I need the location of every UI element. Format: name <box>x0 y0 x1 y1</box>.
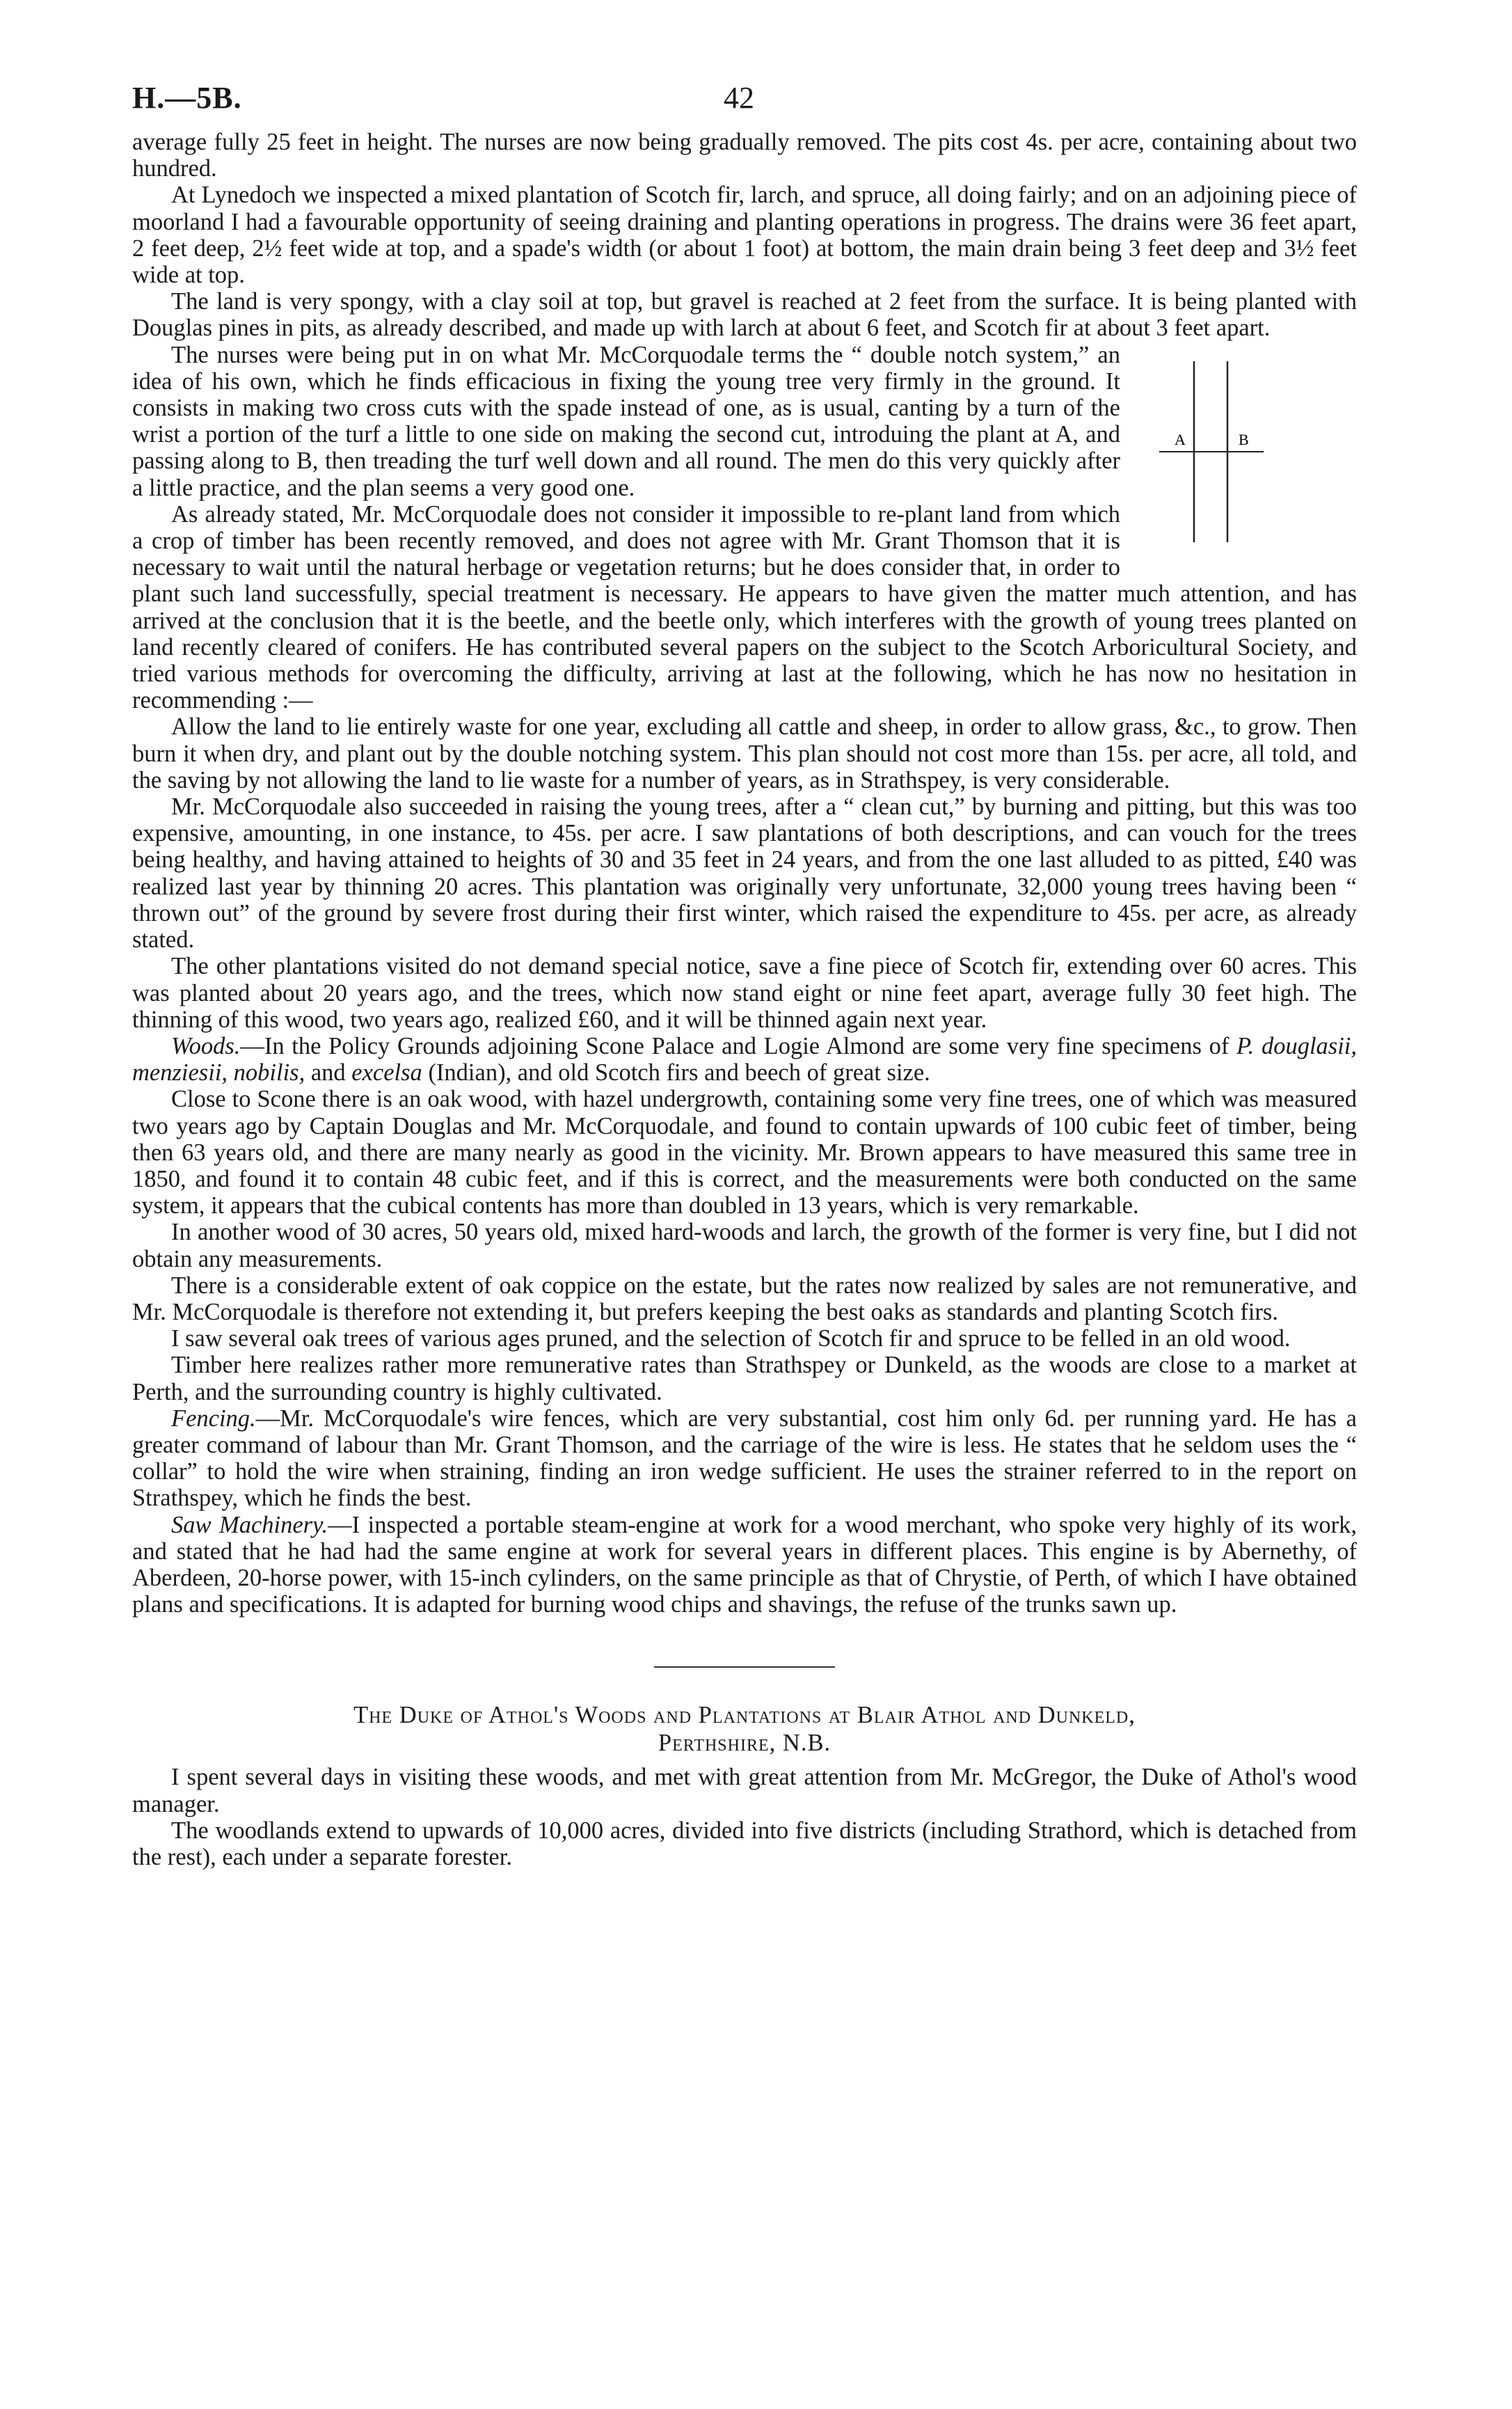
paragraph: At Lynedoch we inspected a mixed plantation of Scotch fir, larch, and spruce, all doing fairly; and on an adjoining piece of moorland I had a favourable opportunity of seeing draining and planting operations in progress. The drains were 36 feet apart, 2 feet deep, 2½ feet wide at top, and a spade's width (or about 1 foot) at bottom, the main drain being 3 feet deep and 3½ feet wide at top. <box>132 182 1357 289</box>
paragraph-text: (Indian), and old Scotch firs and beech of great size. <box>422 1059 930 1087</box>
section-title <box>132 1701 1357 1757</box>
paragraph-text: —I inspected a portable steam-engine at work for a wood merchant, who spoke very highly of its work, and stated that he had had the same engine at work for several years in different places. This engine is by Abernethy, of Aberdeen, 20-horse power, with 15-inch cylinders, on the same principle as that of Chrystie, of Perth, of which I have obtained plans and specifications. It is adapted for burning wood chips and shavings, the refuse of the trunks sawn up. <box>132 1511 1358 1618</box>
page-number: 42 <box>724 81 754 115</box>
paragraph: I saw several oak trees of various ages pruned, and the selection of Scotch fir and spruce to be felled in an old wood. <box>171 1325 1291 1352</box>
label-a: A <box>1175 430 1186 448</box>
paragraph: average fully 25 feet in height. The nurses are now being gradually removed. The pits cost 4s. per acre, containing about two hundred. <box>132 129 1357 182</box>
paragraph: Timber here realizes rather more remunerative rates than Strathspey or Dunkeld, as the woods are close to a market at Perth, and the surrounding country is highly cultivated. <box>132 1352 1357 1405</box>
paragraph: In another wood of 30 acres, 50 years old, mixed hard-woods and larch, the growth of the former is very fine, but I did not obtain any measurements. <box>132 1219 1357 1272</box>
paragraph: As already stated, Mr. McCorquodale does not consider it impossible to re-plant land from which a crop of timber has been recently removed, and does not agree with Mr. Grant Thomson that it is necessary to wait until the natural herbage or vegetation returns; but he does consider that, in order to plant such land successfully, special treatment is necessary. He appears to have given the matter much attention, and has arrived at the conclusion that it is the beetle, and the beetle only, which interferes with the growth of young trees planted on land recently cleared of conifers. He has contributed several papers on the subject to the Scotch Arboricultural Society, and tried various methods for overcoming the difficulty, arriving at last at the following, which he has now no hesitation in recommending :— <box>132 500 1357 714</box>
paragraph-text: —Mr. McCorquodale's wire fences, which are very substantial, cost him only 6d. per running yard. He has a greater command of labour than Mr. Grant Thomson, and the carriage of the wire is less. He states that he seldom uses the “ collar” to hold the wire when straining, finding an iron wedge sufficient. He uses the strainer referred to in the report on Strathspey, which he finds the best. <box>132 1405 1357 1512</box>
paragraph-text: —In the Policy Grounds adjoining Scone Palace and Logie Almond are some very fine specimens of <box>240 1032 1237 1059</box>
paragraph-fencing <box>132 1405 1357 1512</box>
page-header <box>132 80 1357 129</box>
section-divider <box>654 1666 835 1668</box>
paragraph: The other plantations visited do not demand special notice, save a fine piece of Scotch fir, extending over 60 acres. This was planted about 20 years ago, and the trees, which now stand eight or nine feet apart, average fully 30 feet high. The thinning of this wood, two years ago, realized £60, and it will be thinned again next year. <box>132 953 1357 1033</box>
paragraph-text: and <box>305 1059 352 1087</box>
species-excelsa: excelsa <box>351 1059 422 1087</box>
double-notch-diagram <box>1141 347 1357 556</box>
label-b: B <box>1239 430 1249 448</box>
document-reference: H.—5B. <box>132 81 242 115</box>
paragraph-saw-machinery <box>132 1512 1357 1618</box>
paragraph: The land is very spongy, with a clay soil at top, but gravel is reached at 2 feet from the surface. It is being planted with Douglas pines in pits, as already described, and made up with larch at about 6 feet, and Scotch fir at about 3 feet apart. <box>132 288 1357 342</box>
paragraph: There is a considerable extent of oak coppice on the estate, but the rates now realized by sales are not remunerative, and Mr. McCorquodale is therefore not extending it, but prefers keeping the best oaks as standards and planting Scotch firs. <box>132 1272 1357 1325</box>
paragraph: Close to Scone there is an oak wood, with hazel undergrowth, containing some very fine trees, one of which was measured two years ago by Captain Douglas and Mr. McCorquodale, and found to contain upwards of 100 cubic feet of timber, being then 63 years old, and there are many nearly as good in the vicinity. Mr. Brown appears to have measured this same tree in 1850, and found it to contain 48 cubic feet, and if this is correct, and the measurements were both conducted on the same system, it appears that the cubical contents has more than doubled in 13 years, which is very remarkable. <box>132 1086 1357 1219</box>
paragraph: The woodlands extend to upwards of 10,000 acres, divided into five districts (including Strathord, which is detached from the rest), each under a separate forester. <box>132 1817 1357 1870</box>
species-names: P. douglasii, menziesii, nobilis, <box>132 1032 1357 1087</box>
paragraph: I spent several days in visiting these woods, and met with great attention from Mr. McGregor, the Duke of Athol's wood manager. <box>132 1764 1357 1817</box>
section-title-line-2: Perthshire, N.B. <box>658 1730 831 1757</box>
section-title-line-1: The Duke of Athol's Woods and Plantations at Blair Athol and Dunkeld, <box>353 1702 1136 1729</box>
runin-heading: Saw Machinery. <box>171 1511 328 1538</box>
runin-heading: Woods. <box>171 1032 241 1059</box>
runin-heading: Fencing. <box>171 1405 256 1432</box>
double-notch-diagram-svg <box>1141 347 1357 556</box>
paragraph-woods <box>132 1033 1357 1086</box>
paragraph: The nurses were being put in on what Mr. McCorquodale terms the “ double notch system,” an idea of his own, which he finds efficacious in fixing the young tree very firmly in the ground. It consists in making two cross cuts with the spade instead of one, as is usual, canting by a turn of the wrist a portion of the turf a little to one side on making the second cut, introduing the plant at A, and passing along to B, then treading the turf well down and all round. The men do this very quickly after a little practice, and the plan seems a very good one. <box>132 341 1120 501</box>
paragraph: Mr. McCorquodale also succeeded in raising the young trees, after a “ clean cut,” by burning and pitting, but this was too expensive, amounting, in one instance, to 45s. per acre. I saw plantations of both descriptions, and can vouch for the trees being healthy, and having attained to heights of 30 and 35 feet in 24 years, and from the one last alluded to as pitted, £40 was realized last year by thinning 20 acres. This plantation was originally very unfortunate, 32,000 young trees having been “ thrown out” of the ground by severe frost during their first winter, which raised the expenditure to 45s. per acre, as already stated. <box>132 793 1357 954</box>
document-page <box>132 80 1357 1870</box>
paragraph: Allow the land to lie entirely waste for one year, excluding all cattle and sheep, in order to allow grass, &c., to grow. Then burn it when dry, and plant out by the double notching system. This plan should not cost more than 15s. per acre, all told, and the saving by not allowing the land to lie waste for a number of years, as in Strathspey, is very considerable. <box>132 713 1357 793</box>
